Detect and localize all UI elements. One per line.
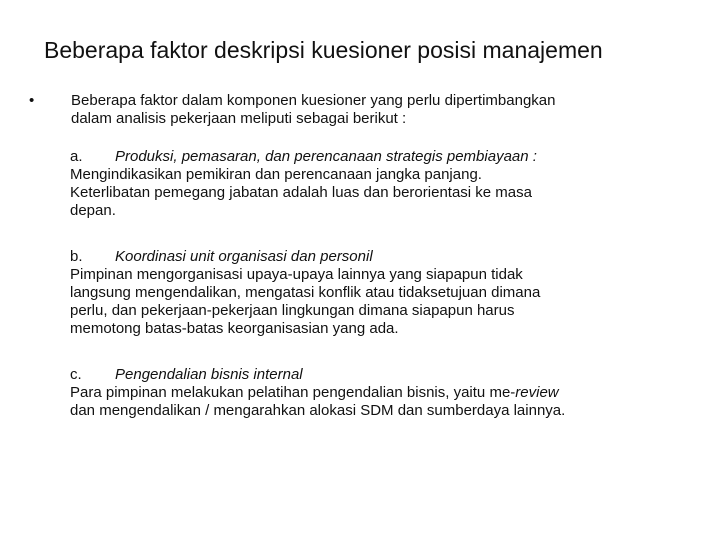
item-body-line: langsung mengendalikan, mengatasi konflik atau tidaksetujuan dimana bbox=[70, 284, 541, 301]
item-body-line: Pimpinan mengorganisasi upaya-upaya lainnya yang siapapun tidak bbox=[70, 266, 523, 283]
item-body-line bbox=[70, 384, 690, 402]
item-body-line: Mengindikasikan pemikiran dan perencanaan jangka panjang. bbox=[70, 166, 482, 183]
item-letter: c. bbox=[70, 366, 82, 383]
item-body bbox=[70, 166, 690, 220]
list-item-c bbox=[70, 366, 690, 420]
bullet-point bbox=[28, 92, 698, 128]
item-body-line: depan. bbox=[70, 202, 116, 219]
item-title: Produksi, pemasaran, dan perencanaan strategis pembiayaan : bbox=[115, 148, 537, 165]
list-item-a bbox=[70, 148, 690, 220]
slide-content bbox=[28, 92, 698, 420]
bullet-text-line: dalam analisis pekerjaan meliputi sebagai berikut : bbox=[71, 110, 407, 127]
list-item-b bbox=[70, 248, 690, 338]
bullet-marker: • bbox=[29, 92, 35, 109]
item-letter: a. bbox=[70, 148, 83, 165]
item-body-line: perlu, dan pekerjaan-pekerjaan lingkungan dimana siapapun harus bbox=[70, 302, 515, 319]
item-heading bbox=[70, 248, 690, 266]
item-heading bbox=[70, 148, 690, 166]
slide-title: Beberapa faktor deskripsi kuesioner posisi manajemen bbox=[44, 37, 603, 63]
item-title: Koordinasi unit organisasi dan personil bbox=[115, 248, 373, 265]
item-letter: b. bbox=[70, 248, 83, 265]
item-body-line: dan mengendalikan / mengarahkan alokasi SDM dan sumberdaya lainnya. bbox=[70, 402, 566, 419]
item-body bbox=[70, 266, 690, 338]
item-body-italic: review bbox=[515, 384, 559, 401]
item-heading bbox=[70, 366, 690, 384]
item-body-text: Para pimpinan melakukan pelatihan pengendalian bisnis, yaitu me- bbox=[70, 384, 516, 401]
item-body-line: Keterlibatan pemegang jabatan adalah luas dan berorientasi ke masa bbox=[70, 184, 532, 201]
bullet-text bbox=[71, 92, 691, 128]
bullet-text-line: Beberapa faktor dalam komponen kuesioner yang perlu dipertimbangkan bbox=[71, 92, 556, 109]
item-body-line: memotong batas-batas keorganisasian yang ada. bbox=[70, 320, 399, 337]
item-body bbox=[70, 384, 690, 420]
item-title: Pengendalian bisnis internal bbox=[115, 366, 303, 383]
